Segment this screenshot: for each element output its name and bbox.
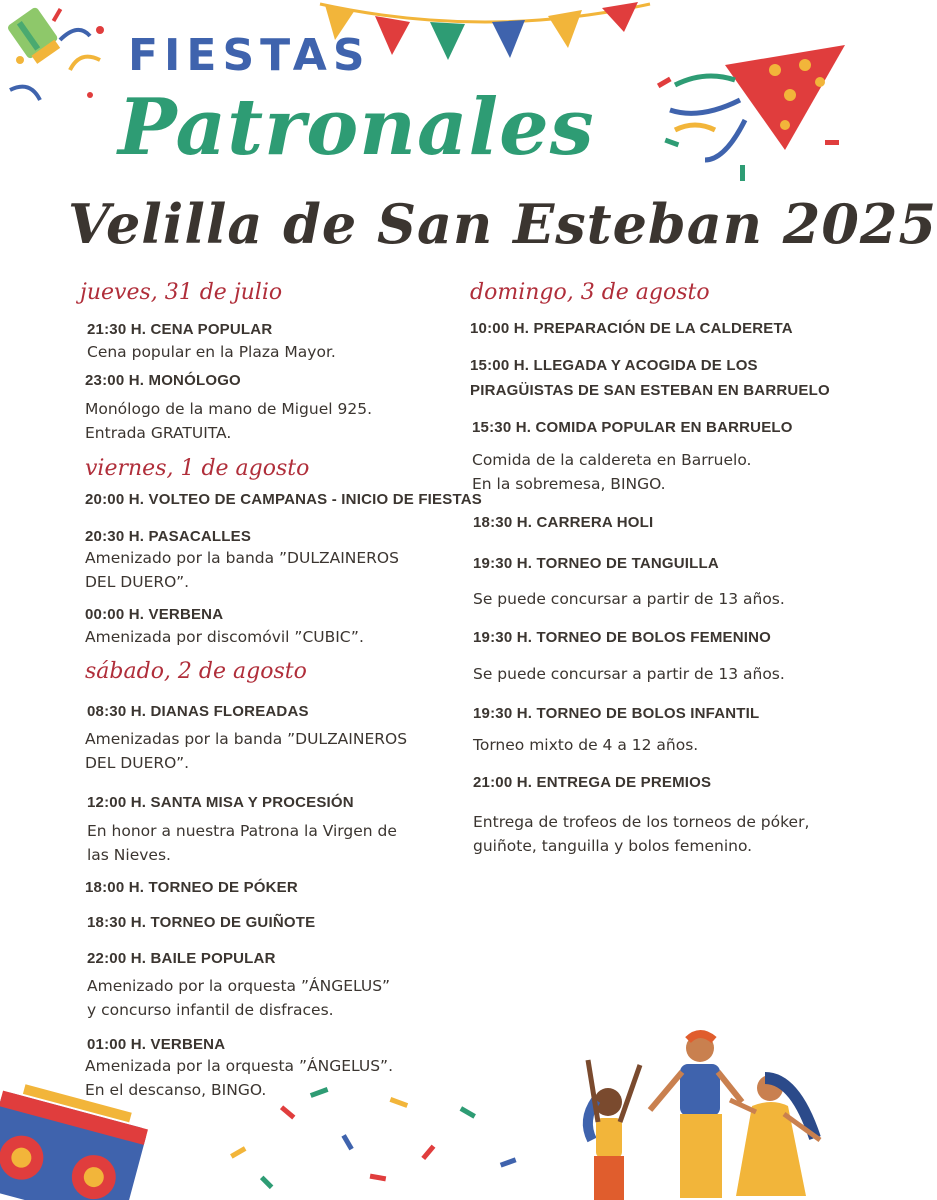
event-description: Entrega de trofeos de los torneos de póker, guiñote, tanguilla y bolos femenino. <box>473 813 810 855</box>
event-title: 20:00 H. VOLTEO DE CAMPANAS - INICIO DE FIESTAS <box>85 491 482 508</box>
event-description: Cena popular en la Plaza Mayor. <box>87 343 336 361</box>
event-title: 10:00 H. PREPARACIÓN DE LA CALDERETA <box>470 320 793 337</box>
event-description: Amenizado por la banda ”DULZAINEROS DEL DUERO”. <box>85 549 399 591</box>
day-heading-jueves: jueves, 31 de julio <box>80 280 283 305</box>
event-description: Amenizada por discomóvil ”CUBIC”. <box>85 628 364 646</box>
event-description: Se puede concursar a partir de 13 años. <box>473 665 785 683</box>
day-heading-viernes: viernes, 1 de agosto <box>85 456 310 481</box>
event-title: 15:00 H. LLEGADA Y ACOGIDA DE LOS <box>470 357 758 374</box>
radio-icon <box>0 1090 150 1200</box>
event-title: PIRAGÜISTAS DE SAN ESTEBAN EN BARRUELO <box>470 382 830 399</box>
event-description: Amenizadas por la banda ”DULZAINEROS DEL DUERO”. <box>85 730 408 772</box>
title-patronales: Patronales <box>118 82 595 173</box>
event-description: En honor a nuestra Patrona la Virgen de las Nieves. <box>87 822 397 864</box>
event-title: 12:00 H. SANTA MISA Y PROCESIÓN <box>87 794 354 811</box>
event-description: Comida de la caldereta en Barruelo. En la sobremesa, BINGO. <box>472 451 752 493</box>
event-title: 08:30 H. DIANAS FLOREADAS <box>87 703 309 720</box>
event-title: 15:30 H. COMIDA POPULAR EN BARRUELO <box>472 419 793 436</box>
party-popper-icon <box>0 0 130 120</box>
event-description: Amenizada por la orquesta ”ÁNGELUS”. En el descanso, BINGO. <box>85 1057 394 1099</box>
day-heading-domingo: domingo, 3 de agosto <box>470 280 710 305</box>
title-fiestas: FIESTAS <box>128 30 371 81</box>
event-title: 19:30 H. TORNEO DE BOLOS INFANTIL <box>473 705 760 722</box>
event-title: 19:30 H. TORNEO DE TANGUILLA <box>473 555 719 572</box>
day-heading-sabado: sábado, 2 de agosto <box>85 659 307 684</box>
event-title: 20:30 H. PASACALLES <box>85 528 252 545</box>
event-title: 22:00 H. BAILE POPULAR <box>87 950 276 967</box>
event-title: 18:00 H. TORNEO DE PÓKER <box>85 879 298 896</box>
event-title: 01:00 H. VERBENA <box>87 1036 226 1053</box>
party-hat-icon <box>645 20 848 190</box>
event-title: 18:30 H. TORNEO DE GUIÑOTE <box>87 914 316 931</box>
dancers-icon <box>570 1030 840 1200</box>
title-town: Velilla de San Esteban 2025 <box>68 192 937 256</box>
event-description: Torneo mixto de 4 a 12 años. <box>473 736 699 754</box>
event-title: 19:30 H. TORNEO DE BOLOS FEMENINO <box>473 629 772 646</box>
event-title: 18:30 H. CARRERA HOLI <box>473 514 654 531</box>
event-title: 00:00 H. VERBENA <box>85 606 224 623</box>
event-description: Amenizado por la orquesta ”ÁNGELUS” y concurso infantil de disfraces. <box>87 977 391 1019</box>
event-title: 23:00 H. MONÓLOGO <box>85 372 241 389</box>
event-title: 21:00 H. ENTREGA DE PREMIOS <box>473 774 712 791</box>
event-description: Monólogo de la mano de Miguel 925. Entrada GRATUITA. <box>85 400 372 442</box>
event-description: Se puede concursar a partir de 13 años. <box>473 590 785 608</box>
event-title: 21:30 H. CENA POPULAR <box>87 321 273 338</box>
